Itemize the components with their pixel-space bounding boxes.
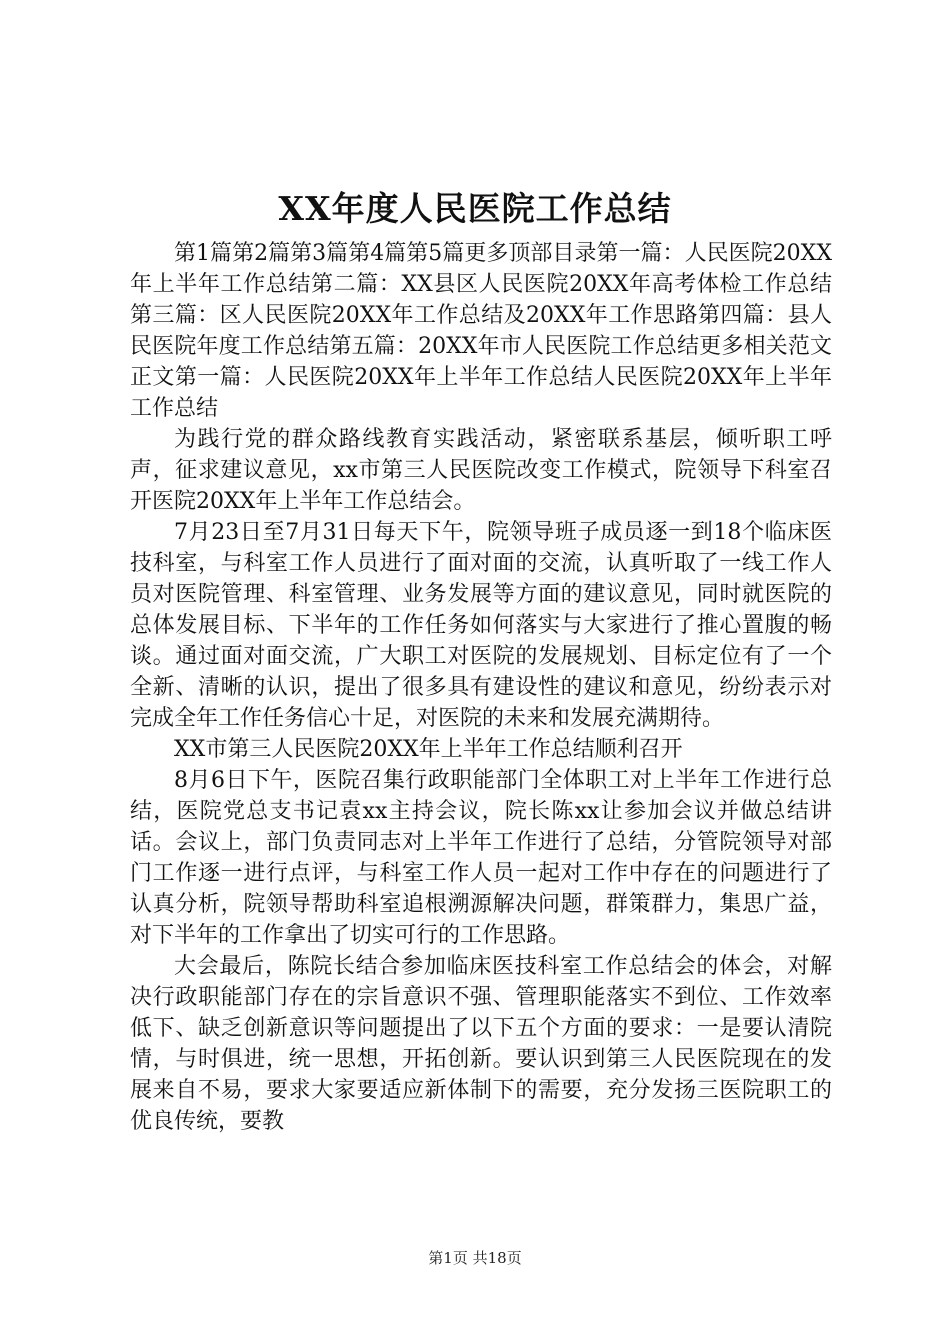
paragraph-subheading: XX市第三人民医院20XX年上半年工作总结顺利召开 [174,737,683,762]
paragraph-requirements: 大会最后，陈院长结合参加临床医技科室工作总结会的体会，对解决行政职能部门存在的宗旨意识不强、管理职能落实不到位、工作效率低下、缺乏创新意识等问题提出了以下五个方面的要求：一是要认清院情，与时俱进，统一思想，开拓创新。要认识到第三人民医院现在的发展来自不易，要求大家要适应新体制下的需要，充分发扬三医院职工的优良传统，要教 [130,954,832,1134]
paragraph-july-visits: 7月23日至7月31日每天下午，院领导班子成员逐一到18个临床医技科室，与科室工作人员进行了面对面的交流，认真听取了一线工作人员对医院管理、科室管理、业务发展等方面的建议意见，同时就医院的总体发展目标、下半年的工作任务如何落实与大家进行了推心置腹的畅谈。通过面对面交流，广大职工对医院的发展规划、目标定位有了一个全新、清晰的认识，提出了很多具有建设性的建议和意见，纷纷表示对完成全年工作任务信心十足，对医院的未来和发展充满期待。 [130,520,832,731]
paragraph-table-of-contents: 第1篇第2篇第3篇第4篇第5篇更多顶部目录第一篇：人民医院20XX年上半年工作总结第二篇：XX县区人民医院20XX年高考体检工作总结第三篇：区人民医院20XX年工作总结及20XX年工作思路第四篇：县人民医院年度工作总结第五篇：20XX年市人民医院工作总结更多相关范文正文第一篇：人民医院20XX年上半年工作总结人民医院20XX年上半年工作总结 [130,241,832,421]
paragraph-august-meeting: 8月6日下午，医院召集行政职能部门全体职工对上半年工作进行总结，医院党总支书记袁xx主持会议，院长陈xx让参加会议并做总结讲话。会议上，部门负责同志对上半年工作进行了总结，分管院领导对部门工作逐一进行点评，与科室工作人员一起对工作中存在的问题进行了认真分析，院领导帮助科室追根溯源解决问题，群策群力，集思广益，对下半年的工作拿出了切实可行的工作思路。 [130,768,832,948]
document-body [130,238,832,1137]
document-title: XX年度人民医院工作总结 [278,189,672,228]
paragraph-intro: 为践行党的群众路线教育实践活动，紧密联系基层，倾听职工呼声，征求建议意见，xx市第三人民医院改变工作模式，院领导下科室召开医院20XX年上半年工作总结会。 [130,427,832,514]
page-number-footer: 第1页 共18页 [428,1249,522,1267]
